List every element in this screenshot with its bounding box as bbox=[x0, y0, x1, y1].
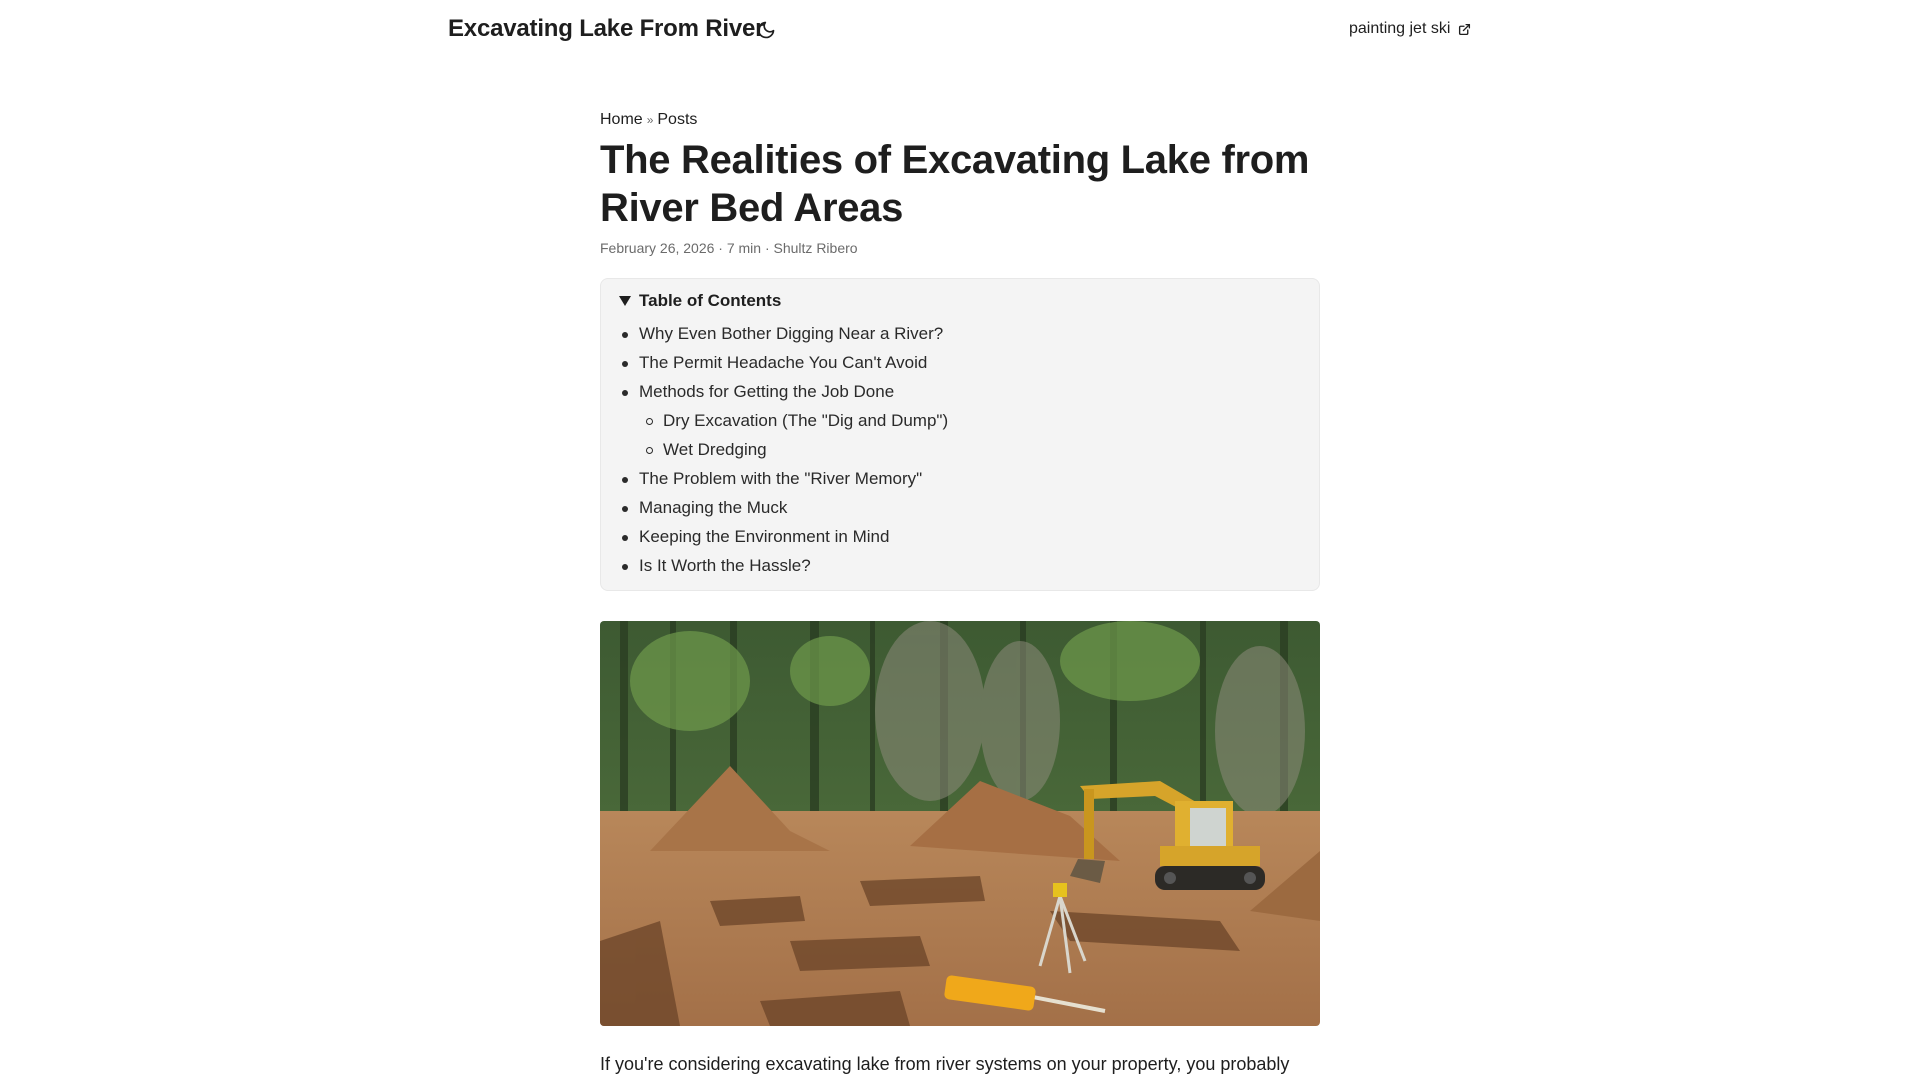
intro-paragraph: If you're considering excavating lake from river systems on your property, you probably bbox=[600, 1054, 1290, 1074]
site-header bbox=[0, 0, 1920, 60]
external-link-painting-jet-ski[interactable] bbox=[1349, 20, 1471, 38]
toc-link[interactable]: Wet Dredging bbox=[663, 440, 767, 459]
toc-subitem bbox=[619, 406, 1299, 435]
post-main bbox=[600, 108, 1320, 1080]
triangle-down-icon bbox=[619, 296, 631, 306]
breadcrumb-home[interactable]: Home bbox=[600, 111, 643, 128]
external-link-label: painting jet ski bbox=[1349, 20, 1451, 37]
toc-link[interactable]: The Problem with the "River Memory" bbox=[639, 469, 923, 488]
toc-list bbox=[619, 319, 1299, 580]
toc-item bbox=[619, 522, 1299, 551]
breadcrumb-posts[interactable]: Posts bbox=[657, 111, 698, 128]
external-link-icon bbox=[1458, 23, 1471, 36]
toc-item bbox=[619, 464, 1299, 493]
page-title: The Realities of Excavating Lake from River Bed Areas bbox=[600, 138, 1310, 230]
toc-item bbox=[619, 377, 1299, 406]
toc-item bbox=[619, 551, 1299, 580]
toc-link[interactable]: Is It Worth the Hassle? bbox=[639, 556, 811, 575]
toc-subitem bbox=[619, 435, 1299, 464]
site-title-link[interactable]: Excavating Lake From River bbox=[448, 15, 765, 42]
toc-link[interactable]: Why Even Bother Digging Near a River? bbox=[639, 324, 944, 343]
toc-link[interactable]: Keeping the Environment in Mind bbox=[639, 527, 890, 546]
moon-icon[interactable] bbox=[756, 20, 776, 40]
toc-item bbox=[619, 319, 1299, 348]
table-of-contents bbox=[600, 278, 1320, 591]
post-meta: February 26, 2026 · 7 min · Shultz Ribero bbox=[600, 240, 858, 256]
toc-link[interactable]: Methods for Getting the Job Done bbox=[639, 382, 895, 401]
toc-summary-label: Table of Contents bbox=[639, 291, 782, 310]
breadcrumb-separator: » bbox=[646, 113, 654, 127]
hero-image bbox=[600, 621, 1320, 1026]
toc-item bbox=[619, 348, 1299, 377]
toc-item bbox=[619, 493, 1299, 522]
toc-link[interactable]: Managing the Muck bbox=[639, 498, 788, 517]
breadcrumb bbox=[600, 108, 1320, 132]
toc-link[interactable]: The Permit Headache You Can't Avoid bbox=[639, 353, 928, 372]
toc-link[interactable]: Dry Excavation (The "Dig and Dump") bbox=[663, 411, 949, 430]
toc-toggle[interactable] bbox=[619, 289, 1299, 313]
